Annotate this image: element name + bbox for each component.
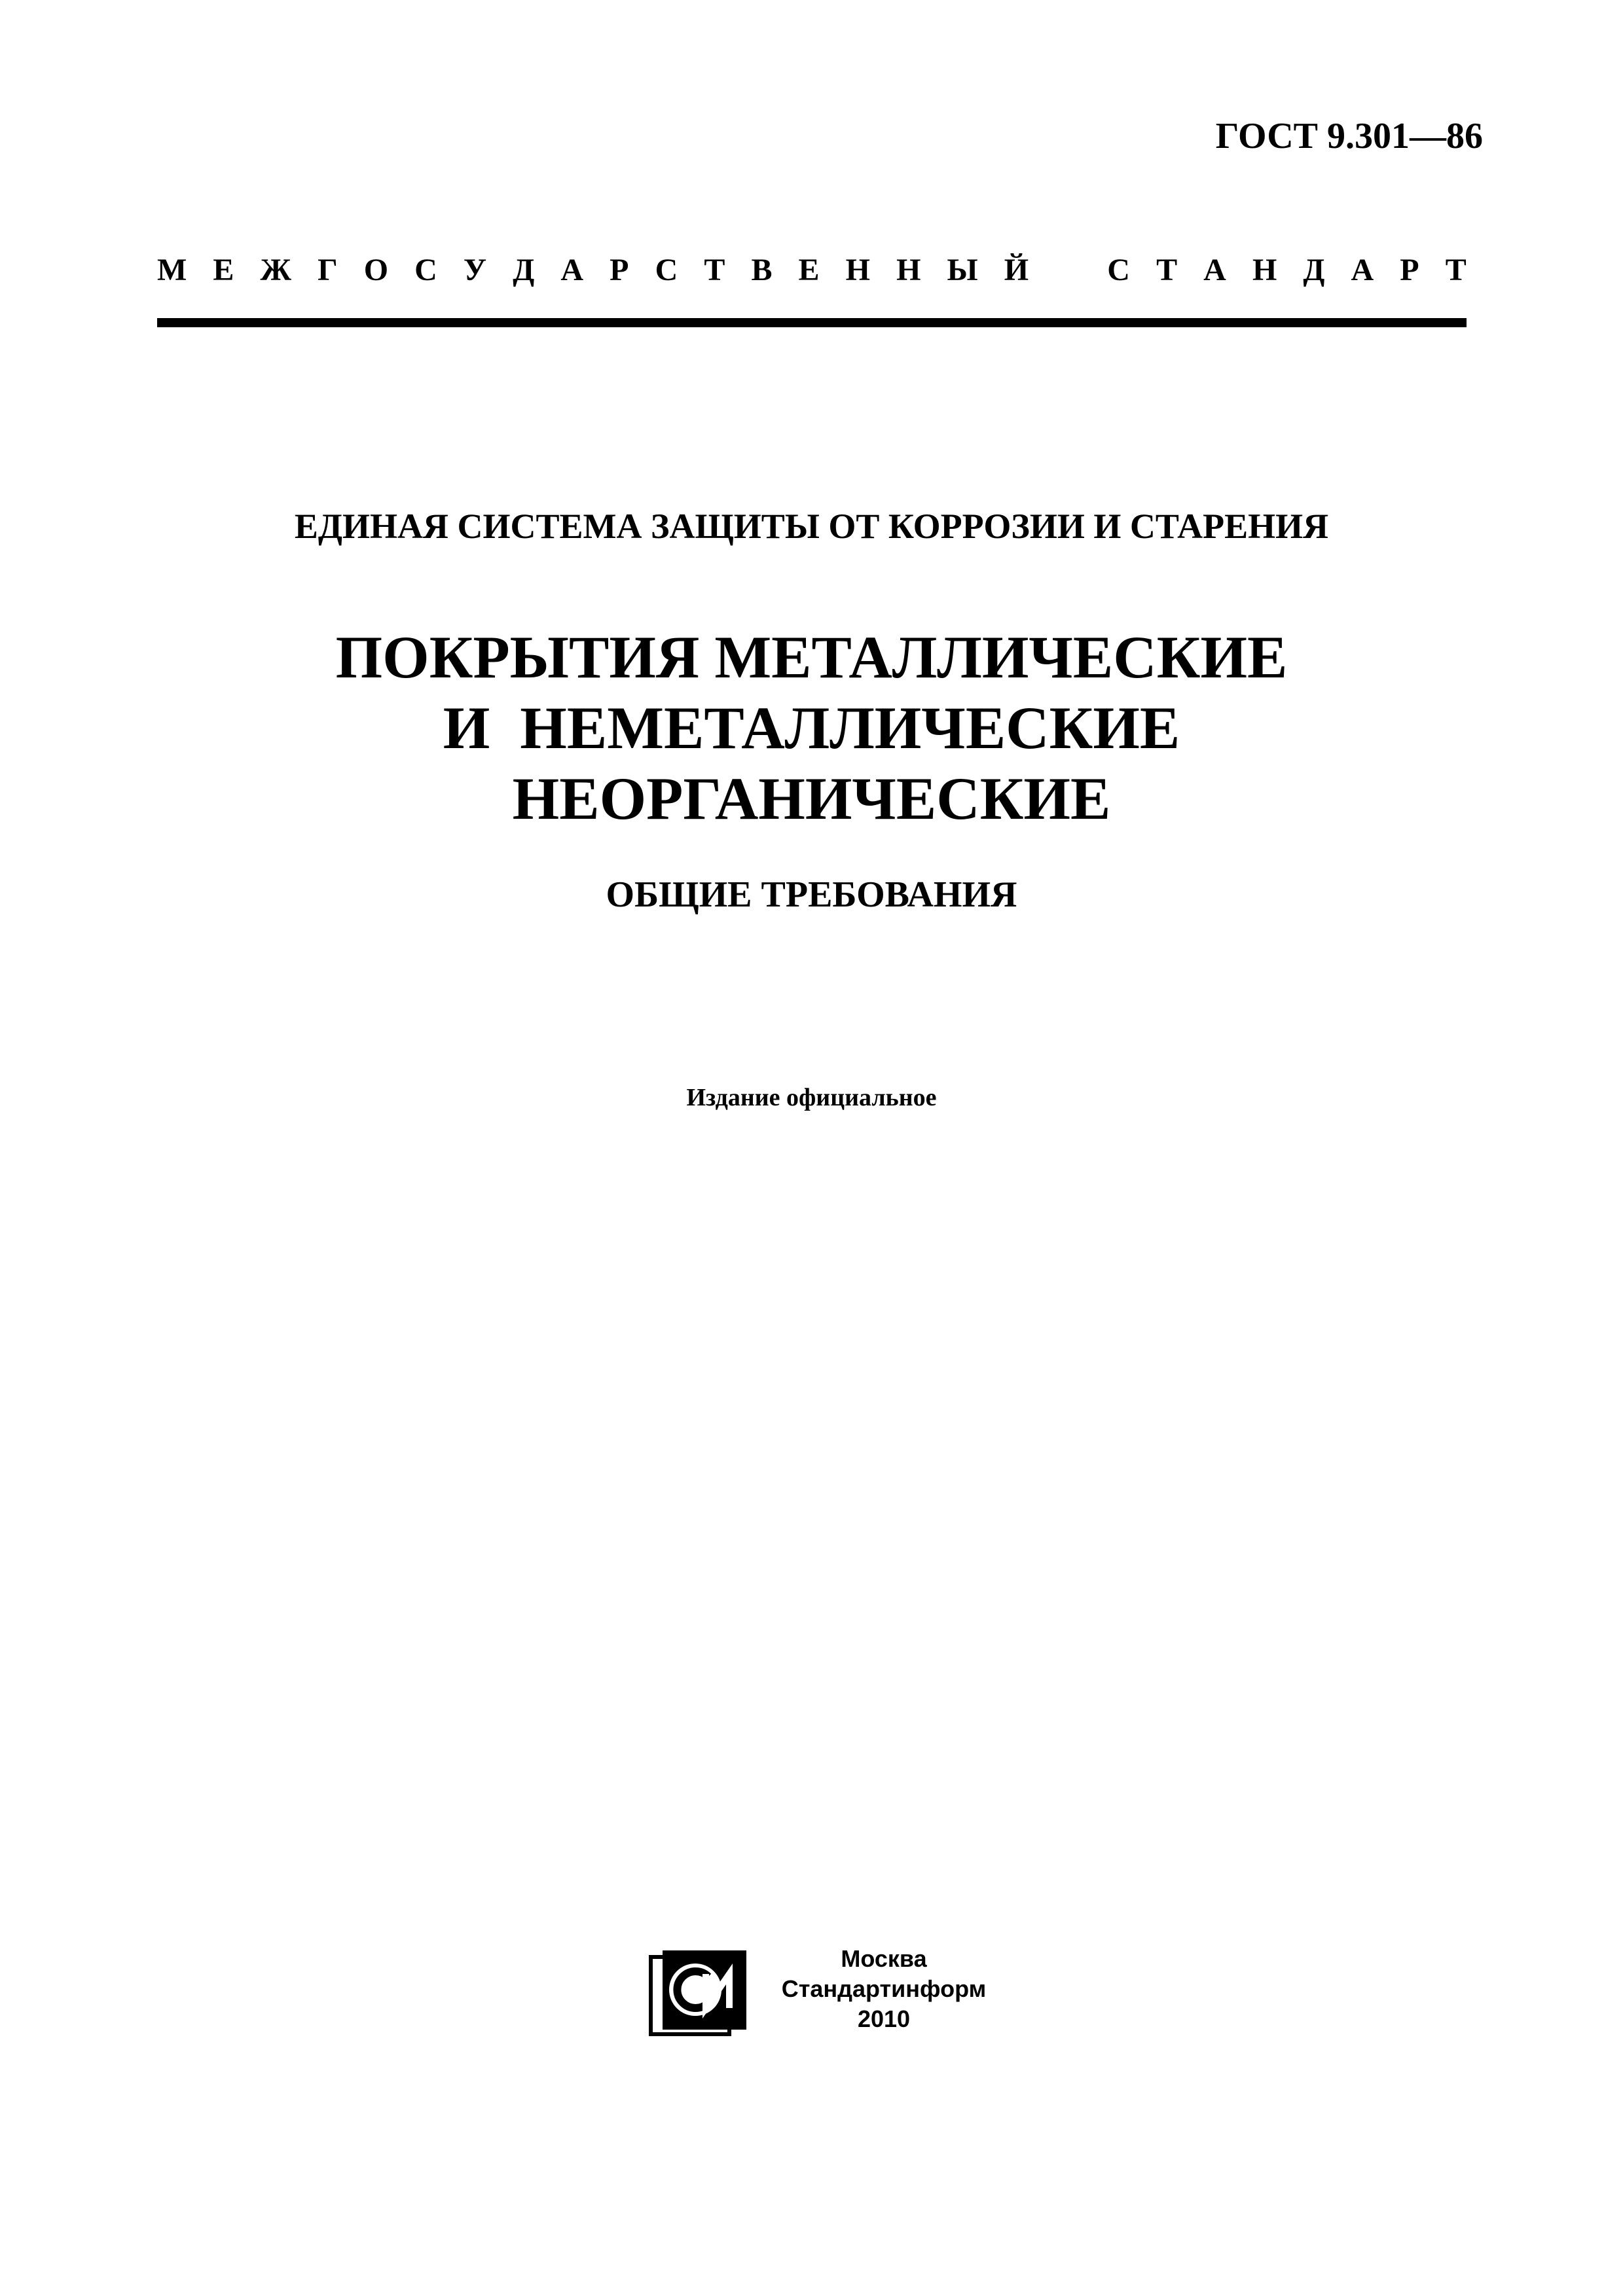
category-title-letter: М [157, 253, 187, 287]
category-title-letter: Й [1004, 253, 1029, 287]
system-title: ЕДИНАЯ СИСТЕМА ЗАЩИТЫ ОТ КОРРОЗИИ И СТАРЕНИЯ [294, 507, 1329, 546]
main-title-line: ПОКРЫТИЯ МЕТАЛЛИЧЕСКИЕ [335, 624, 1288, 691]
category-title-letter: Т [704, 253, 725, 287]
category-title-letter: Е [798, 253, 820, 287]
category-title-letter: С [655, 253, 678, 287]
category-title-letter: О [363, 253, 389, 287]
category-title-letter: Т [1445, 253, 1467, 287]
publisher-name: Стандартинформ [781, 1975, 987, 2002]
publication-year: 2010 [857, 2005, 911, 2032]
publisher-city: Москва [841, 1945, 927, 1972]
main-title-line: НЕОРГАНИЧЕСКИЕ [512, 765, 1111, 832]
category-title-letter: Н [845, 253, 870, 287]
category-title-letter: Д [513, 253, 535, 287]
main-title [0, 622, 1623, 834]
category-title-letter: Е [213, 253, 234, 287]
publisher-info [759, 1944, 1008, 2034]
category-title-letter: В [751, 253, 773, 287]
standard-category-title [157, 252, 1467, 288]
category-title-letter: Н [1252, 253, 1277, 287]
category-title-letter: А [1351, 253, 1374, 287]
category-title-letter: Ы [947, 253, 978, 287]
document-number: ГОСТ 9.301—86 [1215, 116, 1483, 156]
standartinform-logo-icon [648, 1948, 750, 2039]
subtitle: ОБЩИЕ ТРЕБОВАНИЯ [606, 874, 1017, 915]
category-title-letter [1055, 252, 1081, 288]
category-title-letter: У [463, 253, 487, 287]
category-title-letter: С [414, 253, 437, 287]
publisher-block [648, 1944, 1015, 2042]
category-title-letter: Ж [260, 253, 291, 287]
edition-label: Издание официальное [686, 1084, 937, 1111]
main-title-line: И НЕМЕТАЛЛИЧЕСКИЕ [443, 694, 1180, 761]
category-title-letter: Р [1400, 253, 1419, 287]
category-title-letter: Н [896, 253, 921, 287]
category-title-letter: Т [1156, 253, 1178, 287]
category-title-letter: С [1107, 253, 1130, 287]
category-title-letter: Д [1303, 253, 1325, 287]
category-title-letter: А [560, 253, 584, 287]
category-title-letter: Р [610, 253, 629, 287]
category-title-letter: Г [318, 253, 338, 287]
category-title-letter: А [1203, 253, 1226, 287]
header-divider [157, 318, 1467, 327]
